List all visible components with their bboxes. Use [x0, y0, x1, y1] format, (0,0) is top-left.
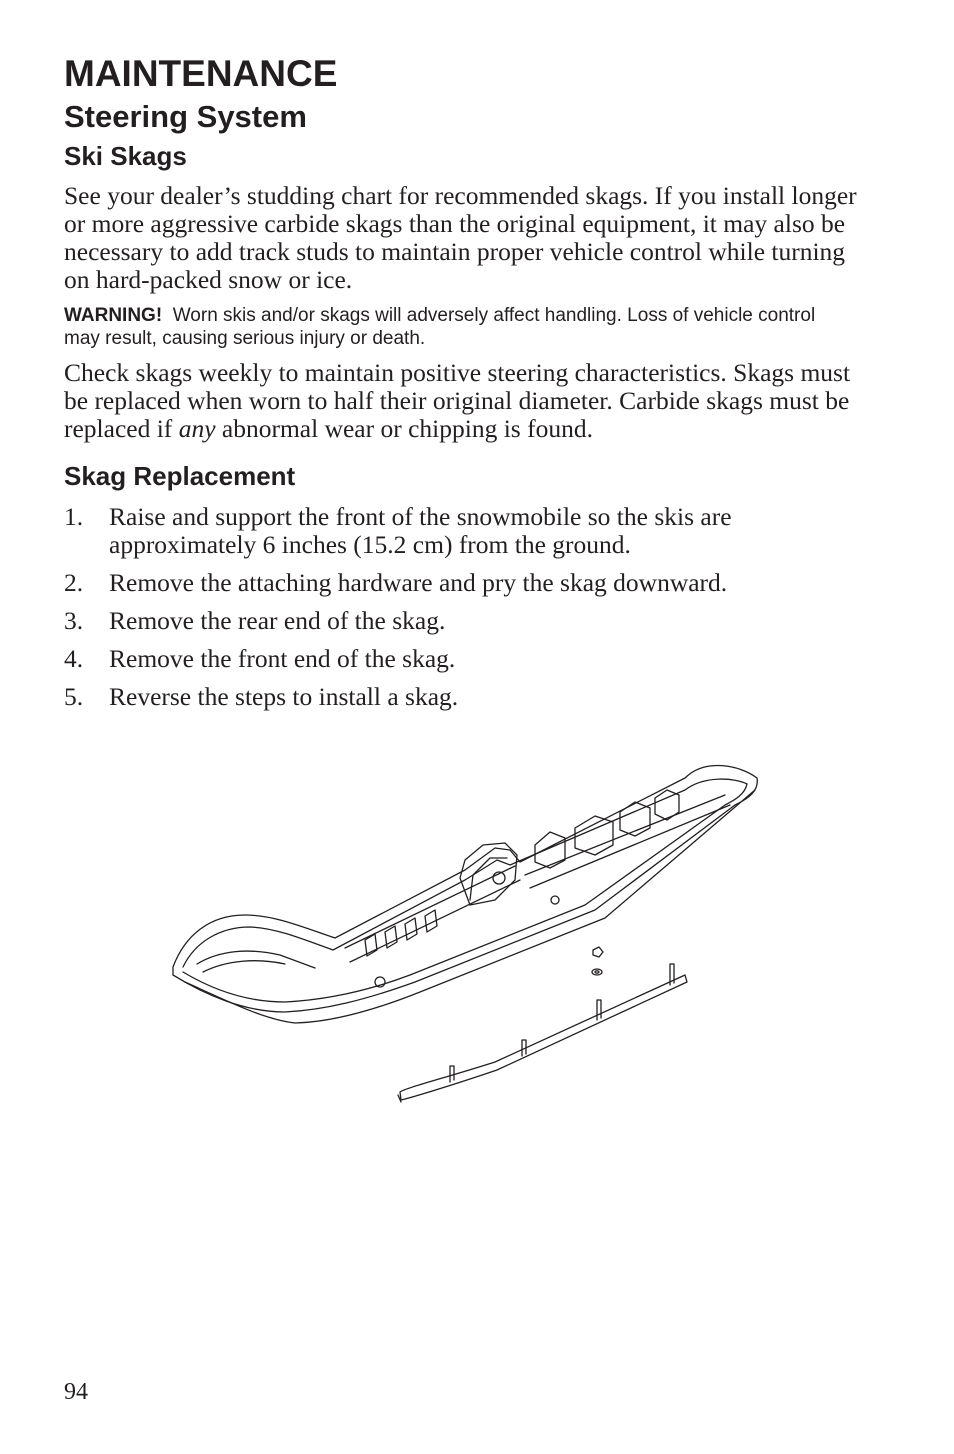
- check-skags-text-1: Check skags weekly to maintain positive steering characteristics. Skags must be replaced when worn to half their original diameter. Carbide skags must be replaced if: [64, 358, 851, 443]
- step-text: Remove the rear end of the skag.: [109, 606, 446, 635]
- replacement-steps: [64, 503, 864, 721]
- step-item: [64, 683, 864, 711]
- ski-skags-heading: Ski Skags: [64, 141, 187, 171]
- warning-block: [64, 304, 854, 350]
- ski-skags-paragraph: See your dealer’s studding chart for recommended skags. If you install longer or more aggressive carbide skags than the original equipment, it may also be necessary to add track studs to maintain proper vehicle control while turning on hard-packed snow or ice.: [64, 181, 857, 294]
- step-number: 2.: [64, 568, 84, 597]
- step-text: Remove the front end of the skag.: [109, 644, 456, 673]
- page-title: Steering System: [64, 99, 307, 134]
- step-item: [64, 607, 864, 635]
- step-item: [64, 645, 864, 673]
- warning-text: Worn skis and/or skags will adversely affect handling. Loss of vehicle control may result, causing serious injury or death.: [64, 305, 816, 349]
- ski-and-skag-icon: [165, 750, 765, 1110]
- ski-skag-illustration: [165, 750, 765, 1110]
- check-skags-text-2: abnormal wear or chipping is found.: [215, 414, 593, 443]
- step-number: 4.: [64, 644, 84, 673]
- step-number: 1.: [64, 502, 84, 531]
- step-text: Raise and support the front of the snowmobile so the skis are approximately 6 inches (15.2 cm) from the ground.: [109, 502, 732, 559]
- step-item: [64, 503, 864, 559]
- step-text: Remove the attaching hardware and pry the skag downward.: [109, 568, 728, 597]
- step-number: 5.: [64, 682, 84, 711]
- check-skags-paragraph: [64, 359, 864, 443]
- section-title: MAINTENANCE: [64, 53, 338, 94]
- warning-label: WARNING!: [64, 305, 163, 326]
- check-skags-emphasis: any: [178, 414, 216, 443]
- step-item: [64, 569, 864, 597]
- skag-replacement-heading: Skag Replacement: [64, 461, 296, 491]
- step-text: Reverse the steps to install a skag.: [109, 682, 459, 711]
- page-number: 94: [64, 1379, 88, 1405]
- step-number: 3.: [64, 606, 84, 635]
